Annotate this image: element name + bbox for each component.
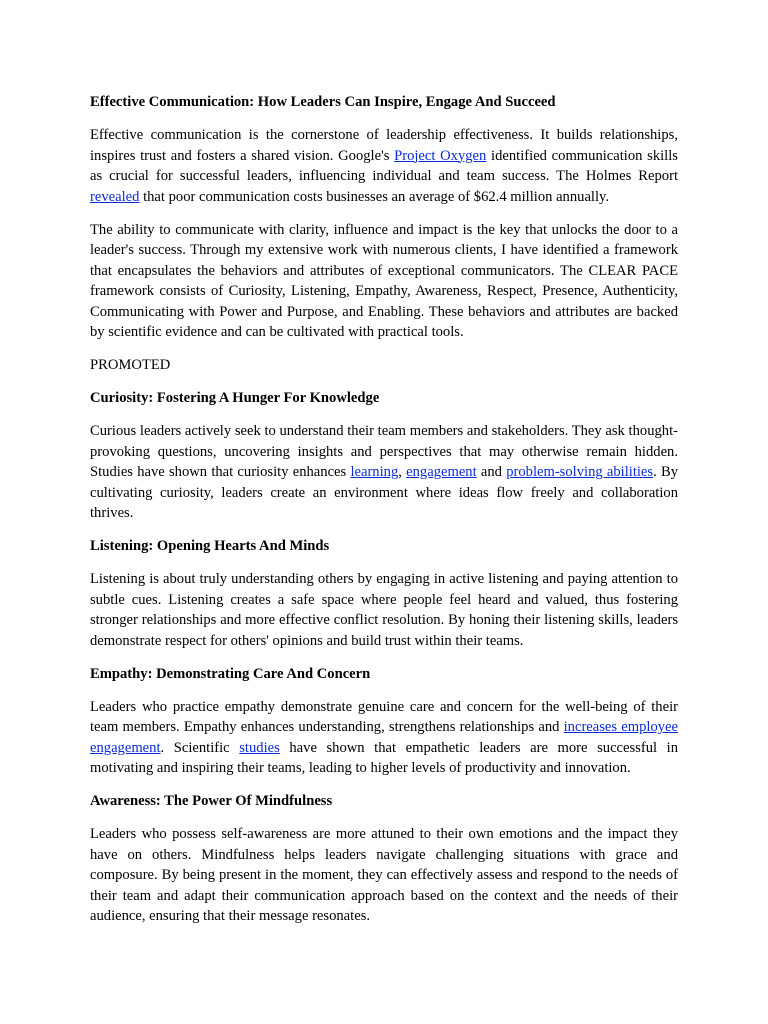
intro-paragraph-2: The ability to communicate with clarity, influence and impact is the key that unlocks the door to a leader's success. Through my extensive work with numerous clients, I have identified a framework that encapsulates the behaviors and attributes of exceptional communicators. The CLEAR PACE framework consists of Curiosity, Listening, Empathy, Awareness, Respect, Presence, Authenticity, Communicating with Power and Purpose, and Enabling. These behaviors and attributes are backed by scientific evidence and can be cultivated with practical tools. — [90, 221, 678, 340]
promoted-label: PROMOTED — [90, 357, 171, 373]
curiosity-sep-1: , — [398, 464, 407, 480]
awareness-paragraph: Leaders who possess self-awareness are more attuned to their own emotions and the impact they have on others. Mindfulness helps leaders navigate challenging situations with grace and composure. By being present in the moment, they can effectively assess and respond to the needs of their team and adapt their communication approach based on the context and the needs of their audience, ensuring that their message resonates. — [90, 826, 678, 924]
intro-text-b: identified communication skills as crucial for successful leaders, influencing individual and team success. The Holmes Report — [90, 147, 678, 184]
curiosity-paragraph — [90, 421, 678, 524]
intro-paragraph-1 — [90, 125, 678, 207]
problem-solving-link[interactable]: problem-solving abilities — [506, 464, 654, 480]
empathy-text-b: . Scientific — [160, 739, 240, 756]
empathy-text-a: Leaders who practice empathy demonstrate genuine care and concern for the well-being of their team members. Empathy enhances understanding, strengthens relationships and — [90, 698, 678, 735]
revealed-link[interactable]: revealed — [90, 188, 140, 205]
project-oxygen-link[interactable]: Project Oxygen — [394, 147, 487, 164]
empathy-text-c: have shown that empathetic leaders are more successful in motivating and inspiring their teams, leading to higher levels of productivity and innovation. — [90, 739, 678, 776]
intro-text-c: that poor communication costs businesses an average of $62.4 million annually. — [139, 188, 610, 205]
article-title: Effective Communication: How Leaders Can Inspire, Engage And Succeed — [90, 94, 556, 110]
document-page — [90, 92, 678, 939]
awareness-heading: Awareness: The Power Of Mindfulness — [90, 793, 333, 809]
listening-heading: Listening: Opening Hearts And Minds — [90, 538, 330, 554]
increases-engagement-link[interactable]: increases employee engagement — [90, 719, 679, 756]
curiosity-text-a: Curious leaders actively seek to understand their team members and stakeholders. They ask thought-provoking questions, uncovering insights and perspectives that may otherwise remain hidden. Studies have shown that curiosity enhances — [90, 423, 678, 480]
listening-paragraph: Listening is about truly understanding others by engaging in active listening and paying attention to subtle cues. Listening creates a safe space where people feel heard and valued, thus fostering stronger relationships and more effective conflict resolution. By honing their listening skills, leaders demonstrate respect for others' opinions and build trust within their teams. — [90, 571, 678, 649]
learning-link[interactable]: learning — [350, 464, 399, 480]
empathy-heading: Empathy: Demonstrating Care And Concern — [90, 665, 371, 682]
empathy-paragraph — [90, 697, 678, 779]
intro-text-a: Effective communication is the cornerstone of leadership effectiveness. It builds relationships, inspires trust and fosters a shared vision. Google's — [90, 127, 678, 164]
engagement-link[interactable]: engagement — [406, 464, 477, 480]
curiosity-sep-2: and — [476, 464, 507, 480]
curiosity-text-b: . By cultivating curiosity, leaders create an environment where ideas flow freely and collaboration thrives. — [90, 464, 678, 521]
curiosity-heading: Curiosity: Fostering A Hunger For Knowledge — [90, 390, 380, 406]
studies-link[interactable]: studies — [239, 739, 280, 756]
